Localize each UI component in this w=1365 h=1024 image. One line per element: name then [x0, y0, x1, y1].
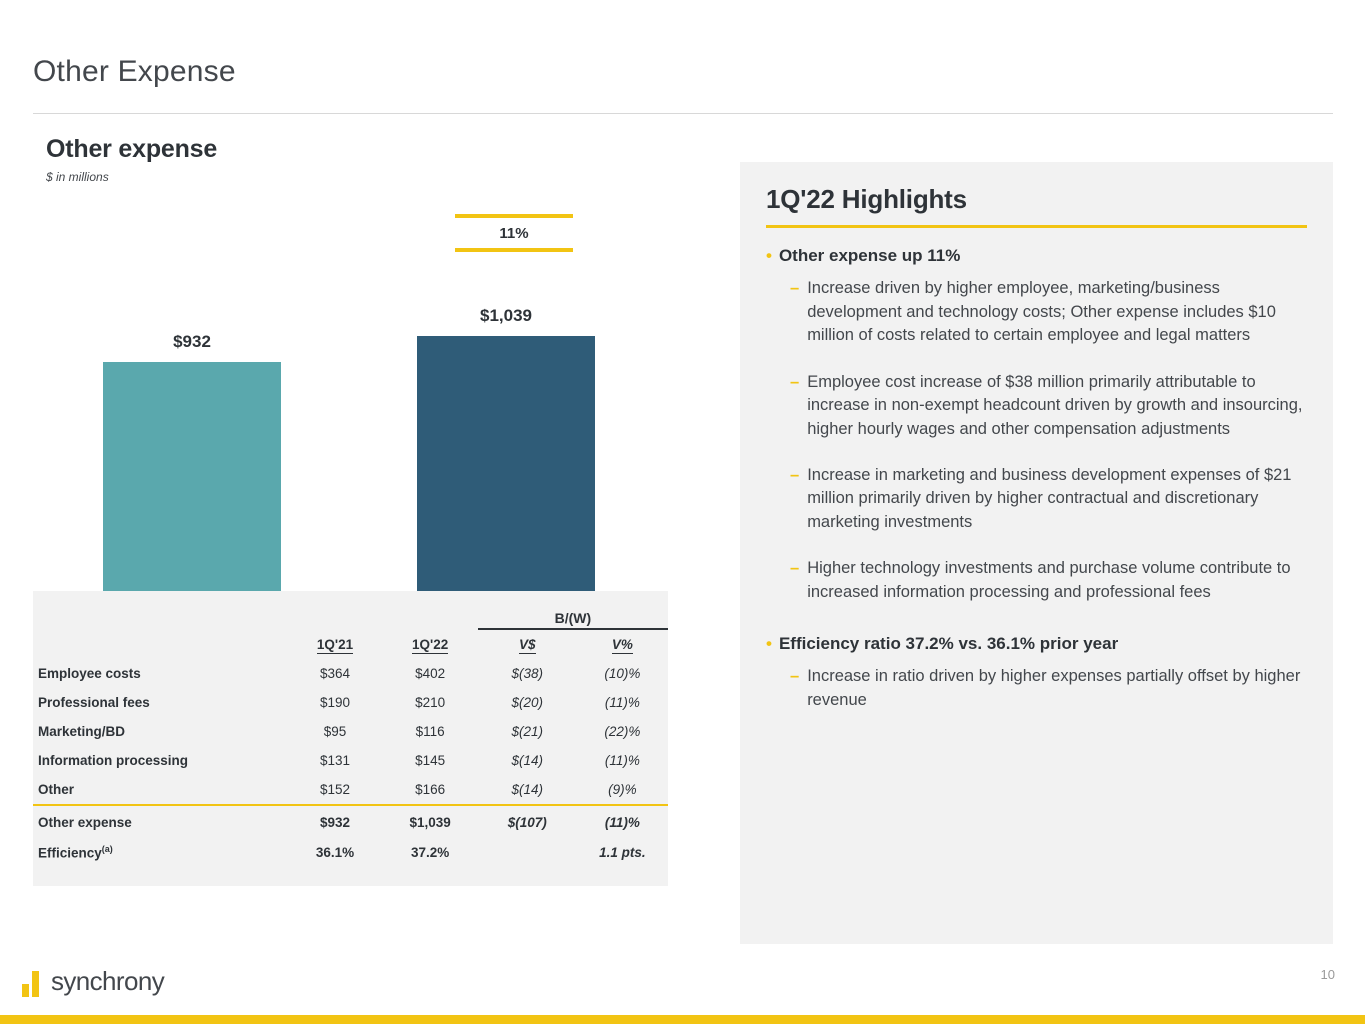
efficiency-1q22: 37.2% — [411, 844, 450, 860]
row-vpercent: (11)% — [604, 695, 640, 710]
row-label: Information processing — [38, 753, 189, 768]
highlight-bullet — [766, 246, 1307, 266]
highlight-subitem-text: Employee cost increase of $38 million primarily attributable to increase in non-exempt headcount driven by growth and insourcing, higher hourly wages and other compensation adjustments — [807, 372, 1303, 438]
dash-icon: – — [790, 465, 800, 484]
row-vpercent: (22)% — [604, 724, 641, 739]
bar-value-label-1q21: $932 — [173, 332, 211, 351]
total-1q21: $932 — [287, 805, 382, 837]
chart-title: Other expense — [46, 135, 218, 163]
logo-text: synchrony — [51, 966, 165, 996]
bar-1q21 — [103, 332, 281, 592]
header-divider — [33, 113, 1333, 114]
spacer — [766, 534, 1307, 546]
spacer — [766, 441, 1307, 453]
efficiency-footnote-marker: (a) — [101, 844, 113, 854]
table-row — [33, 775, 668, 805]
row-vpercent: (11)% — [604, 753, 640, 768]
table-row — [33, 717, 668, 746]
highlight-subitem — [790, 557, 1307, 604]
growth-annotation — [455, 214, 573, 252]
row-vdollar: $(14) — [511, 753, 544, 768]
dash-icon: – — [790, 559, 800, 578]
table-header-1q22: 1Q'22 — [412, 636, 449, 652]
table-row — [33, 746, 668, 775]
row-1q21: $131 — [320, 753, 351, 768]
table-header-1q21: 1Q'21 — [316, 636, 354, 652]
highlights-divider — [766, 225, 1307, 228]
row-1q21: $364 — [320, 666, 351, 681]
table-total-row — [33, 805, 668, 837]
highlight-subitem — [790, 464, 1307, 534]
bar-1q22 — [417, 306, 595, 592]
table-row — [33, 688, 668, 717]
row-vpercent: (10)% — [604, 666, 641, 681]
row-vdollar: $(21) — [511, 724, 544, 739]
chart-panel — [33, 135, 668, 610]
total-vpercent: (11)% — [577, 805, 668, 837]
row-1q22: $166 — [415, 782, 446, 797]
row-1q21: $190 — [320, 695, 351, 710]
row-vpercent: (9)% — [608, 782, 637, 797]
row-1q22: $116 — [415, 724, 445, 739]
bullet-dot-icon: • — [766, 634, 772, 654]
bar-value-label-1q22: $1,039 — [480, 306, 532, 325]
chart-subtitle: $ in millions — [46, 170, 109, 184]
row-label: Other — [38, 782, 75, 797]
row-vdollar: $(14) — [511, 782, 544, 797]
dash-icon: – — [790, 372, 800, 391]
table-group-header-row — [33, 603, 668, 629]
spacer — [766, 348, 1307, 360]
row-label: Marketing/BD — [38, 724, 126, 739]
total-vdollar: $(107) — [478, 805, 577, 837]
dash-icon: – — [790, 667, 800, 686]
bar-rect-1q21 — [103, 362, 281, 592]
highlight-bullet — [766, 634, 1307, 654]
table-row — [33, 659, 668, 688]
row-1q22: $402 — [415, 666, 446, 681]
efficiency-label: Efficiency$^{(a)}$ — [38, 844, 113, 861]
highlight-bullet-text: Other expense up 11% — [778, 246, 961, 265]
synchrony-logo-icon — [22, 971, 42, 997]
brand-logo — [22, 966, 164, 997]
efficiency-1q21: 36.1% — [315, 844, 355, 860]
highlight-subitem-text: Higher technology investments and purchase volume contribute to increased information processing and professional fees — [807, 559, 1291, 601]
bar-rect-1q22 — [417, 336, 595, 592]
table-header-vdollar: V$ — [519, 637, 536, 652]
efficiency-vpercent: 1.1 pts. — [599, 844, 646, 860]
bar-chart — [33, 190, 668, 610]
highlight-subitem-text: Increase in marketing and business development expenses of $21 million primarily driven by higher contractual and discretionary marketing investments — [807, 465, 1292, 531]
total-label: Other expense — [33, 805, 287, 837]
financial-table — [33, 591, 668, 886]
efficiency-vdollar — [478, 837, 577, 868]
growth-value: 11% — [499, 225, 529, 242]
row-1q22: $145 — [415, 753, 446, 768]
row-1q22: $210 — [415, 695, 446, 710]
page-number: 10 — [1320, 967, 1335, 982]
table-efficiency-row — [33, 837, 668, 868]
footer-accent-bar — [0, 1015, 1365, 1024]
row-vdollar: $(38) — [511, 666, 544, 681]
row-1q21: $152 — [320, 782, 351, 797]
highlight-subitem-text: Increase in ratio driven by higher expenses partially offset by higher revenue — [807, 667, 1301, 709]
page-title: Other Expense — [33, 55, 236, 88]
table-group-header-bw: B/(W) — [478, 603, 668, 629]
highlight-subitem-text: Increase driven by higher employee, marketing/business development and technology costs; Other expense includes $10 million of costs related to certain employee and legal matters — [807, 279, 1276, 345]
highlights-title: 1Q'22 Highlights — [766, 184, 967, 214]
highlights-panel — [740, 162, 1333, 944]
bullet-dot-icon: • — [766, 246, 772, 265]
highlight-subitem — [790, 371, 1307, 441]
highlight-subitem — [790, 665, 1307, 712]
growth-line-bottom — [455, 248, 573, 252]
highlight-bullet-text: Efficiency ratio 37.2% vs. 36.1% prior year — [778, 634, 1119, 654]
highlight-subitem — [790, 277, 1307, 347]
row-vdollar: $(20) — [511, 695, 544, 710]
row-label: Professional fees — [38, 695, 150, 710]
table-header-row — [33, 629, 668, 659]
table-header-vpercent: V% — [611, 637, 633, 652]
row-label: Employee costs — [38, 666, 141, 681]
row-1q21: $95 — [323, 724, 347, 739]
dash-icon: – — [790, 279, 800, 298]
total-1q22: $1,039 — [383, 805, 478, 837]
